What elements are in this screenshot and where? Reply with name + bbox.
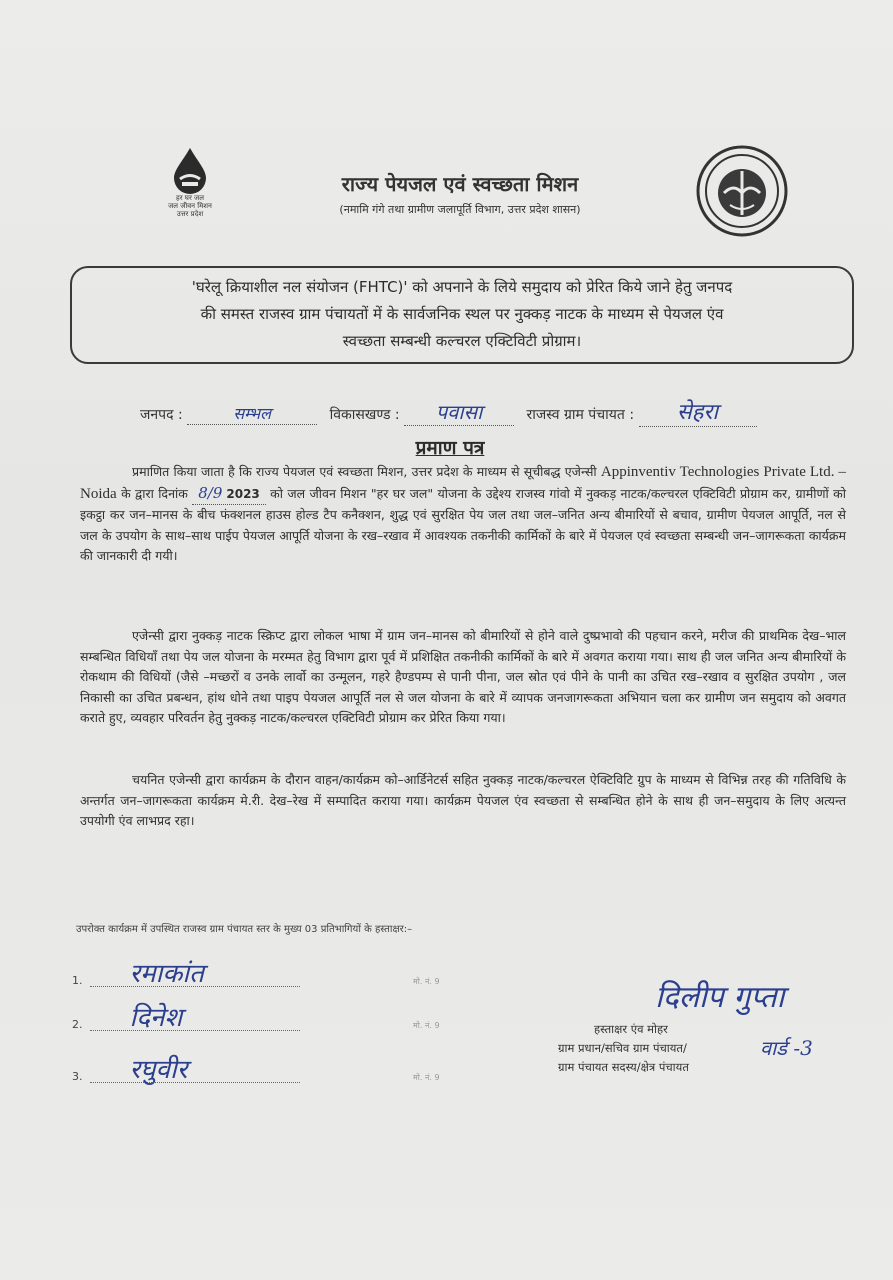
participant-mobile-label: मो. नं. 9 bbox=[413, 977, 440, 986]
participant-number: 1. bbox=[72, 974, 83, 987]
p3-body: चयनित एजेन्सी द्वारा कार्यक्रम के दौरान वाहन/कार्यक्रम को–आर्डिनेटर्स सहित नुक्कड़ नाटक/कल्चरल ऐक्टिविटि ग्रुप के माध्यम से विभिन्न तरह की गतिविधि के अन्तर्गत जन–जागरूकता कार्यक्रम मे.री. देख–रेख में सम्पादित कराया गया। कार्यक्रम पेयजल एंव स्वच्छता से सम्बन्धित होने के साथ ही जन–समुदाय के लिए अत्यन्त उपयोगी एंव लाभप्रद रहा। bbox=[80, 772, 846, 828]
up-government-seal-icon bbox=[694, 143, 790, 239]
logo-caption-2: जल जीवन मिशन bbox=[168, 202, 212, 210]
mission-title: राज्य पेयजल एवं स्वच्छता मिशन bbox=[341, 172, 579, 196]
participant-mobile-label: मो. नं. 9 bbox=[413, 1021, 440, 1030]
p1-body: को जल जीवन मिशन "हर घर जल" योजना के उद्देश्य राजस्व गांवो में नुक्कड़ नाटक/कल्चरल एक्टिविटी प्रोग्राम कर, ग्रामीणों को इकट्ठा कर जन–मानस के बीच फंक्शनल हाउस होल्ड टैप कनैक्शन, शुद्ध एवं सुरक्षित पेय जल तथा जल–जनित अन्य बीमारियों से बचाव, ग्रामीण पेयजल आपूर्ति, नल से जल के उपयोग के साथ–साथ पाईप पेयजल आपूर्ति योजना के रख–रखाव में आवश्यक तकनीकी कार्मिकों के बारे में पेयजल एवं स्वच्छता सम्बन्धी जन–जागरूकता कार्यक्रम की जानकारी दी गयी। bbox=[80, 485, 846, 563]
p2-body: एजेन्सी द्वारा नुक्कड़ नाटक स्क्रिप्ट द्वारा लोकल भाषा में ग्राम जन–मानस को बीमारियों से होने वाले दुष्प्रभावो की पहचान करने, मरीज की प्राथमिक देख–भाल सम्बन्धित विधियॉं तथा पेय जल योजना के मरम्मत हेतु विभाग द्वारा पूर्व में प्रशिक्षित तकनीकी कार्मिकों के बारे में अवगत कराया गया। साथ ही जल जनित अन्य बीमारियों के रोकथाम की विधियों (जैसे –मच्छरों व उनके लार्वो का उन्मूलन, गहरे हैण्डपम्प से पानी पीना, जल स्रोत एवं पीने के पानी का उचित रख–रखाव व सुरक्षित उपयोग , जल निकासी का उचित प्रबन्धन, हांथ धोने तथा पाइप पेयजल आपूर्ति नल से जल योजना के बारे में व्यापक जनजागरूकता अभियान चला कर ग्रामीण जन समुदाय को अवगत कराते हुए, व्यवहार परिवर्तन हेतु नुक्कड़ नाटक/कल्चरल एक्टिविटी प्रोग्राम कर प्रेरित किया गया। bbox=[80, 628, 846, 725]
participant-row-1 bbox=[72, 959, 462, 989]
paragraph-3 bbox=[80, 770, 846, 832]
har-ghar-jal-logo bbox=[150, 146, 230, 218]
participant-mobile-label: मो. नं. 9 bbox=[413, 1073, 440, 1082]
district-value: सम्भल bbox=[187, 402, 317, 425]
sign-and-seal-label: हस्ताक्षर एंव मोहर bbox=[594, 1022, 668, 1036]
notice-line-3: स्वच्छता सम्बन्धी कल्चरल एक्टिविटी प्रोग्राम। bbox=[342, 332, 582, 350]
participant-signature-2: दिनेश bbox=[129, 1003, 183, 1033]
notice-line-2: की समस्त राजस्व ग्राम पंचायतों में के सार्वजनिक स्थल पर नुक्कड़ नाटक के माध्यम से पेयजल एंव bbox=[200, 305, 724, 323]
ward-number-handwritten: वार्ड -3 bbox=[760, 1036, 813, 1060]
participant-row-3 bbox=[72, 1055, 462, 1085]
program-date-handwritten: 8/9 bbox=[198, 483, 223, 502]
agency-name: Appinventiv Technologies Private Ltd. – Noida bbox=[80, 464, 846, 502]
sign-designation-2: ग्राम पंचायत सदस्य/क्षेत्र पंचायत bbox=[558, 1060, 689, 1074]
program-date-year: 2023 bbox=[226, 486, 260, 501]
panchayat-value: सेहरा bbox=[639, 396, 757, 427]
certificate-title: प्रमाण पत्र bbox=[415, 437, 485, 459]
participant-signature-3: रघुवीर bbox=[129, 1055, 188, 1085]
sign-designation-1: ग्राम प्रधान/सचिव ग्राम पंचायत/ bbox=[558, 1041, 687, 1055]
participant-number: 3. bbox=[72, 1070, 83, 1083]
p1-intro: प्रमाणित किया जाता है कि राज्य पेयजल एवं स्वच्छता मिशन, उत्तर प्रदेश के माध्यम से सूचीबद्ध एजेन्सी bbox=[132, 464, 597, 479]
mission-subtitle: (नमामि गंगे तथा ग्रामीण जलापूर्ति विभाग, उत्तर प्रदेश शासन) bbox=[339, 203, 581, 216]
notice-line-1: 'घरेलू क्रियाशील नल संयोजन (FHTC)' को अपनाने के लिये समुदाय को प्रेरित किये जाने हेतु जनपद bbox=[191, 278, 733, 296]
location-line bbox=[140, 396, 880, 427]
program-notice-box bbox=[70, 266, 854, 364]
participant-number: 2. bbox=[72, 1018, 83, 1031]
official-signature: दिलीप गुप्ता bbox=[655, 980, 785, 1015]
p1-date-label: के द्वारा दिनांक bbox=[121, 485, 188, 501]
paragraph-1 bbox=[80, 462, 846, 567]
official-sign-block bbox=[558, 1020, 858, 1077]
water-drop-icon bbox=[168, 146, 212, 194]
participant-signature-1: रमाकांत bbox=[129, 959, 204, 989]
logo-caption-1: हर घर जल bbox=[176, 194, 204, 202]
participant-row-2 bbox=[72, 1003, 462, 1033]
participants-note: उपरोक्त कार्यक्रम में उपस्थित राजस्व ग्राम पंचायत स्तर के मुख्य 03 प्रतिभागियों के हस्ताक्षर:– bbox=[76, 924, 413, 935]
block-value: पवासा bbox=[404, 398, 514, 426]
district-label: जनपद : bbox=[140, 407, 183, 423]
logo-caption-3: उत्तर प्रदेश bbox=[176, 210, 204, 218]
panchayat-label: राजस्व ग्राम पंचायत : bbox=[526, 407, 635, 423]
paragraph-2 bbox=[80, 626, 846, 729]
block-label: विकासखण्ड : bbox=[329, 407, 400, 423]
